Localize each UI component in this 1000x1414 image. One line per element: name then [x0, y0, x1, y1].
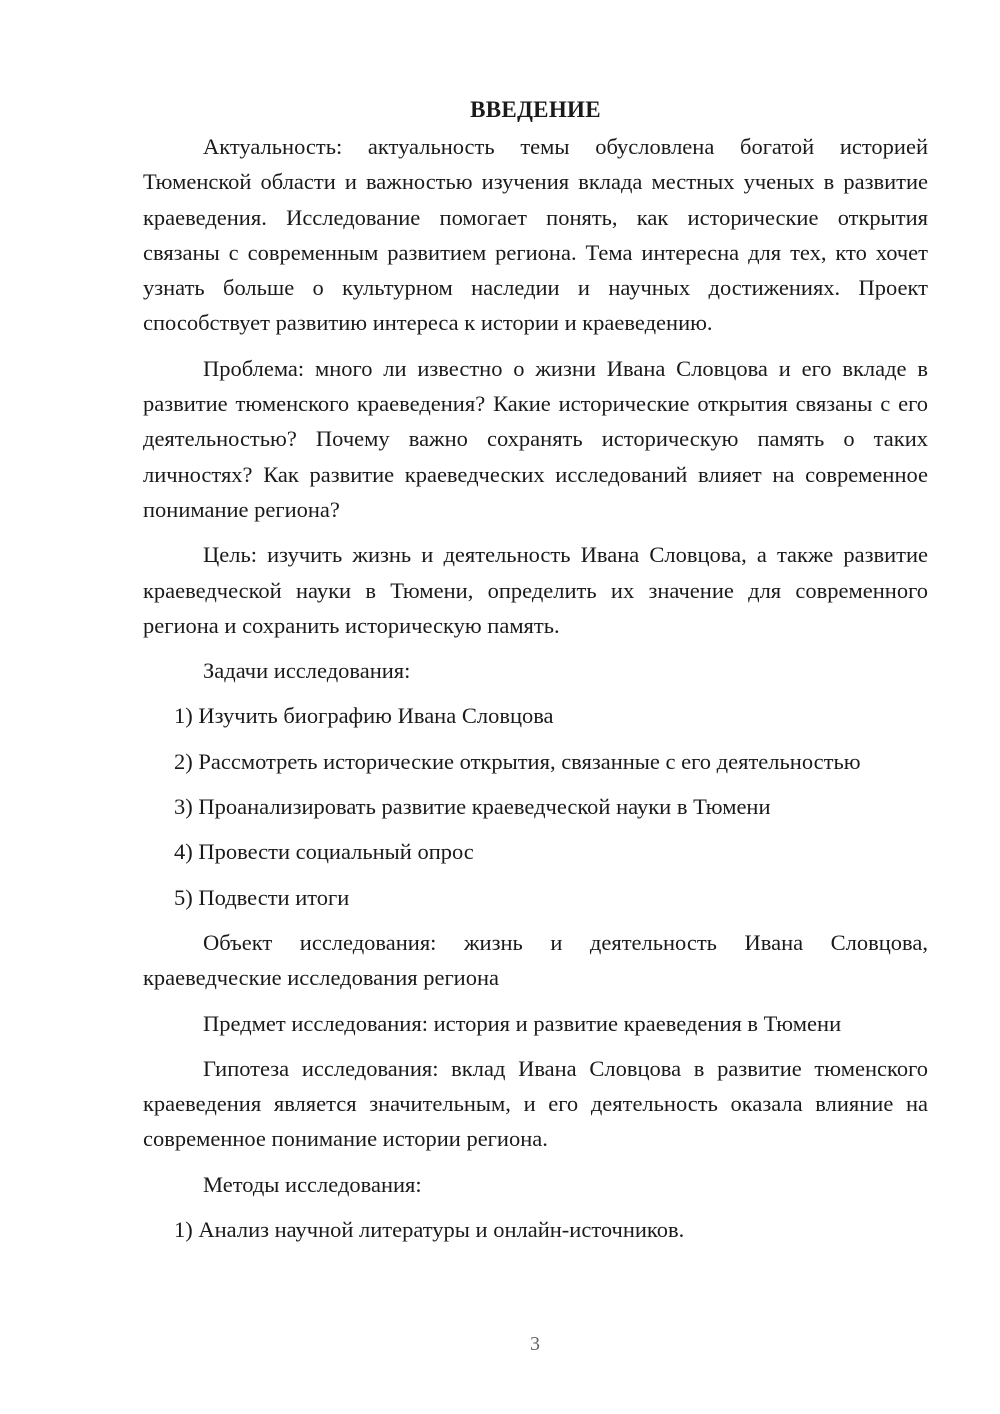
task-item: 1) Изучить биографию Ивана Словцова	[174, 703, 554, 729]
task-item: 4) Провести социальный опрос	[174, 839, 474, 865]
subject-paragraph: Предмет исследования: история и развитие краеведения в Тюмени	[203, 1010, 842, 1036]
methods-title: Методы исследования:	[203, 1171, 422, 1197]
hypothesis-paragraph: Гипотеза исследования: вклад Ивана Словцова в развитие тюменского краеведения является значительным, и его деятельность оказала влияние на современное понимание истории региона.	[143, 1055, 928, 1152]
page-number: 3	[530, 1333, 540, 1355]
problem-paragraph: Проблема: много ли известно о жизни Ивана Словцова и его вкладе в развитие тюменского краеведения? Какие исторические открытия связаны с его деятельностью? Почему важно сохранять историческую память о таких личностях? Как развитие краеведческих исследований влияет на современное понимание региона?	[143, 355, 928, 522]
task-item: 5) Подвести итоги	[174, 884, 350, 910]
task-item: 3) Проанализировать развитие краеведческой науки в Тюмени	[174, 794, 771, 820]
relevance-paragraph: Актуальность: актуальность темы обусловлена богатой историей Тюменской области и важностью изучения вклада местных ученых в развитие краеведения. Исследование помогает понять, как исторические открытия связаны с современным развитием региона. Тема интересна для тех, кто хочет узнать больше о культурном наследии и научных достижениях. Проект способствует развитию интереса к истории и краеведению.	[143, 134, 928, 336]
task-item: 2) Рассмотреть исторические открытия, связанные с его деятельностью	[174, 748, 861, 774]
document-page	[143, 92, 928, 1257]
goal-paragraph: Цель: изучить жизнь и деятельность Ивана Словцова, а также развитие краеведческой науки в Тюмени, определить их значение для современного региона и сохранить историческую память.	[143, 542, 928, 638]
method-item: 1) Анализ научной литературы и онлайн-источников.	[174, 1217, 685, 1243]
tasks-title: Задачи исследования:	[203, 658, 411, 684]
section-heading: ВВЕДЕНИЕ	[470, 97, 601, 122]
object-paragraph: Объект исследования: жизнь и деятельность Ивана Словцова, краеведческие исследования региона	[143, 929, 928, 991]
